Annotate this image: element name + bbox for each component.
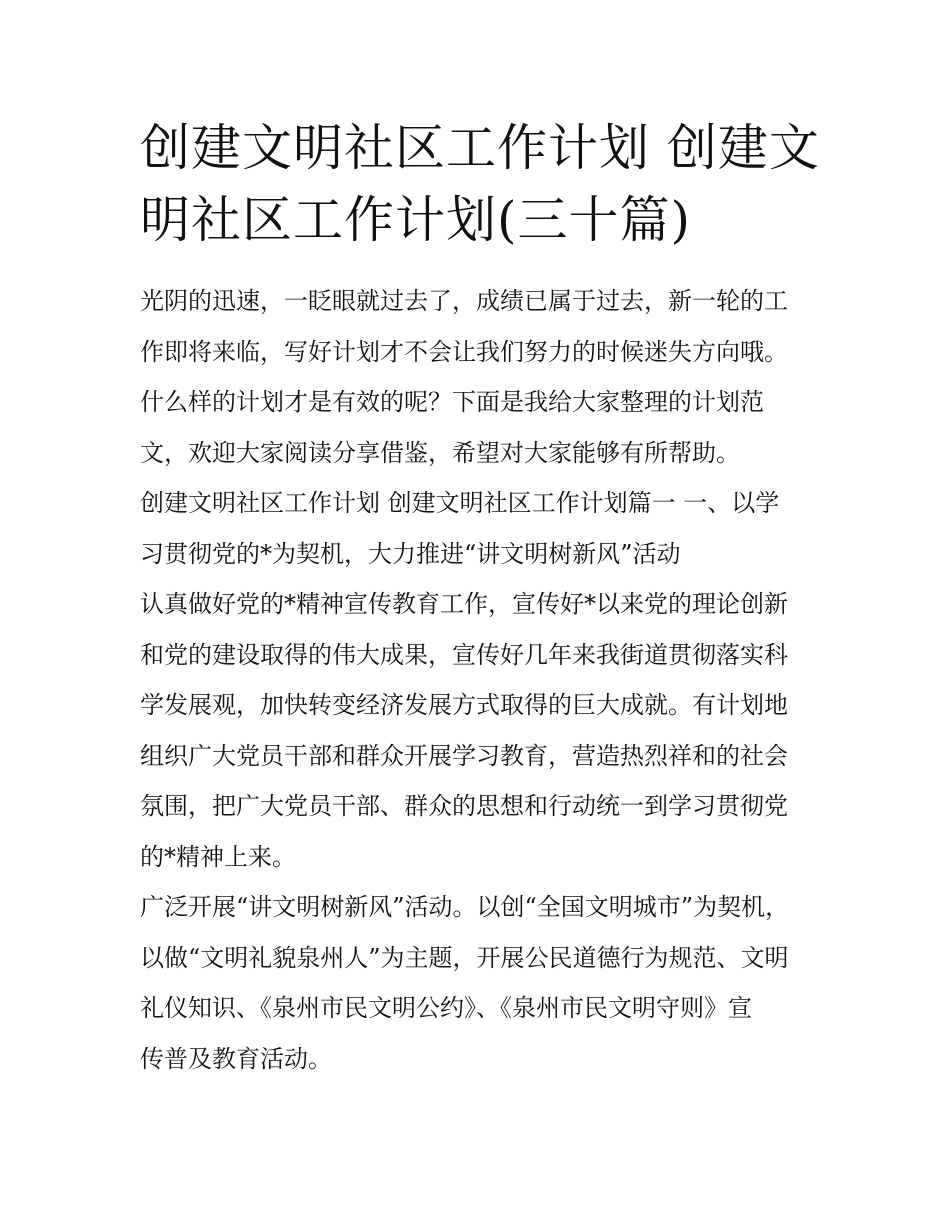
text-line: 以做“文明礼貌泉州人”为主题，开展公民道德行为规范、文明 xyxy=(140,943,789,972)
text-line: 学发展观，加快转变经济发展方式取得的巨大成就。有计划地 xyxy=(140,691,788,719)
text-line: 礼仪知识、《泉州市民文明公约》、《泉州市民文明守则》宣 xyxy=(140,994,752,1022)
paragraph-intro xyxy=(140,276,812,478)
text-line: 什么样的计划才是有效的呢？下面是我给大家整理的计划范 xyxy=(140,388,764,416)
paragraph-section-heading xyxy=(140,478,812,579)
text-line: 习贯彻党的*为契机，大力推进“讲文明树新风”活动 xyxy=(140,539,681,568)
document-title xyxy=(140,112,840,256)
document-body xyxy=(140,276,812,1084)
text-line: 文，欢迎大家阅读分享借鉴，希望对大家能够有所帮助。 xyxy=(140,438,740,467)
text-line: 作即将来临，写好计划才不会让我们努力的时候迷失方向哦。 xyxy=(140,337,788,366)
text-line: 的*精神上来。 xyxy=(140,842,296,871)
title-line: 创建文明社区工作计划 创建文 xyxy=(140,119,820,177)
title-line: 明社区工作计划(三十篇) xyxy=(140,191,692,249)
text-line: 广泛开展“讲文明树新风”活动。以创“全国文明城市”为契机， xyxy=(140,893,790,921)
text-line: 传普及教育活动。 xyxy=(140,1044,332,1073)
text-line: 和党的建设取得的伟大成果，宣传好几年来我街道贯彻落实科 xyxy=(140,640,788,669)
paragraph-propaganda xyxy=(140,579,812,882)
text-line: 认真做好党的*精神宣传教育工作，宣传好*以来党的理论创新 xyxy=(140,590,788,618)
text-line: 组织广大党员干部和群众开展学习教育，营造热烈祥和的社会 xyxy=(140,741,788,770)
text-line: 光阴的迅速，一眨眼就过去了，成绩已属于过去，新一轮的工 xyxy=(140,287,788,315)
text-line: 氛围，把广大党员干部、群众的思想和行动统一到学习贯彻党 xyxy=(140,792,788,820)
text-line: 创建文明社区工作计划 创建文明社区工作计划篇一 一、以学 xyxy=(140,489,780,517)
paragraph-activity xyxy=(140,882,812,1084)
